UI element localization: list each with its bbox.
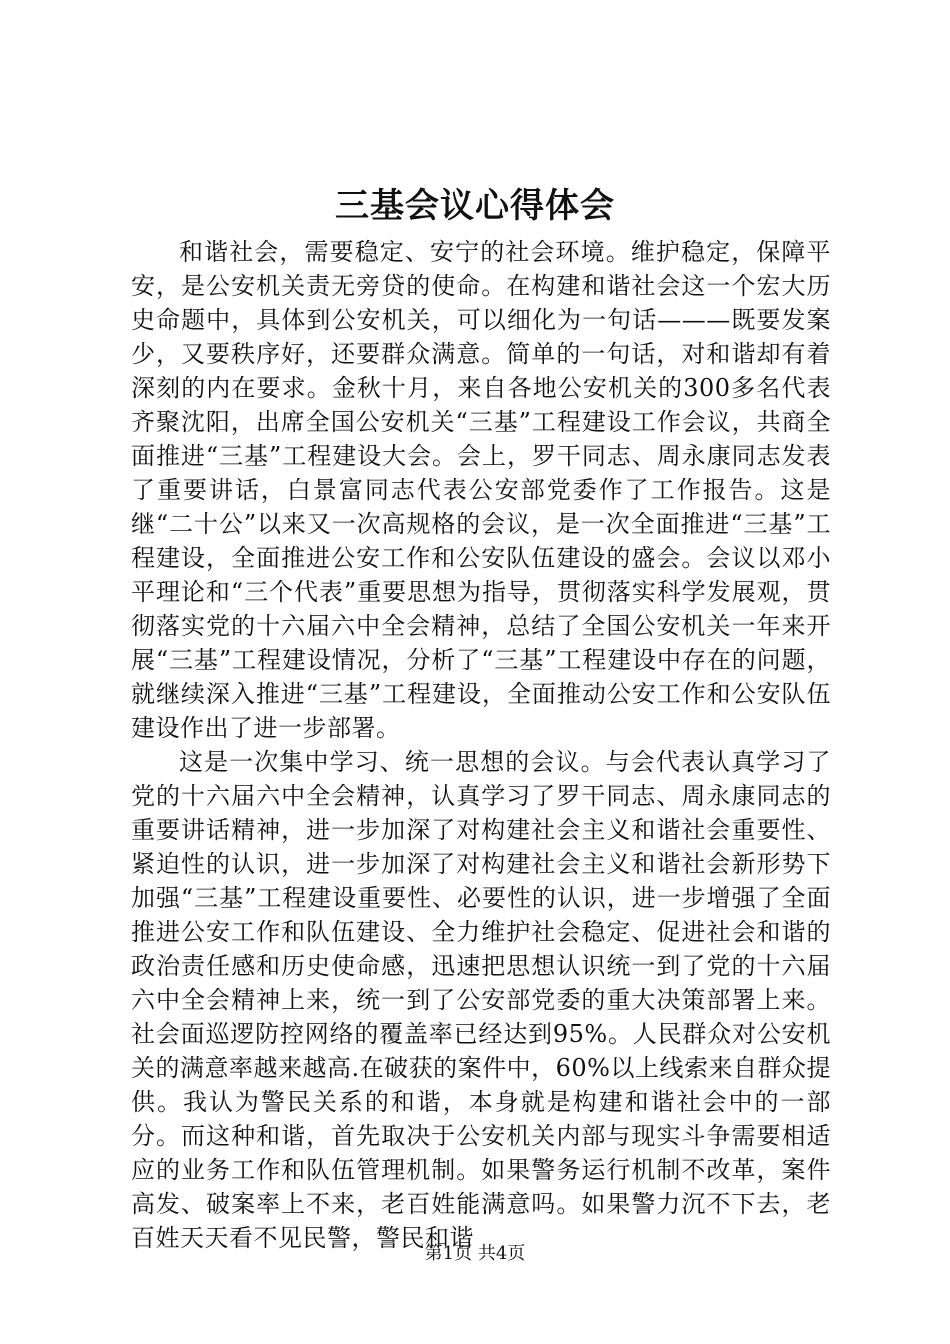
paragraph: 这是一次集中学习、统一思想的会议。与会代表认真学习了党的十六届六中全会精神，认真学习了罗干同志、周永康同志的重要讲话精神，进一步加深了对构建社会主义和谐社会重要性、紧迫性的认识，进一步加深了对构建社会主义和谐社会新形势下加强“三基”工程建设重要性、必要性的认识，进一步增强了全面推进公安工作和队伍建设、全力维护社会稳定、促进社会和谐的政治责任感和历史使命感，迅速把思想认识统一到了党的十六届六中全会精神上来，统一到了公安部党委的重大决策部署上来。社会面巡逻防控网络的覆盖率已经达到95%。人民群众对公安机关的满意率越来越高.在破获的案件中，60%以上线索来自群众提供。我认为警民关系的和谐，本身就是构建和谐社会中的一部分。而这种和谐，首先取决于公安机关内部与现实斗争需要相适应的业务工作和队伍管理机制。如果警务运行机制不改革，案件高发、破案率上不来，老百姓能满意吗。如果警力沉不下去，老百姓天天看不见民警，警民和谐 [131, 748, 831, 1252]
paragraph: 和谐社会，需要稳定、安宁的社会环境。维护稳定，保障平安，是公安机关责无旁贷的使命。在构建和谐社会这一个宏大历史命题中，具体到公安机关，可以细化为一句话———既要发案少，又要秩序好，还要群众满意。简单的一句话，对和谐却有着深刻的内在要求。金秋十月，来自各地公安机关的300多名代表齐聚沈阳，出席全国公安机关“三基”工程建设工作会议，共商全面推进“三基”工程建设大会。会上，罗干同志、周永康同志发表了重要讲话，白景富同志代表公安部党委作了工作报告。这是继“二十公”以来又一次高规格的会议，是一次全面推进“三基”工程建设，全面推进公安工作和公安队伍建设的盛会。会议以邓小平理论和“三个代表”重要思想为指导，贯彻落实科学发展观，贯彻落实党的十六届六中全会精神，总结了全国公安机关一年来开展“三基”工程建设情况，分析了“三基”工程建设中存在的问题，就继续深入推进“三基”工程建设，全面推动公安工作和公安队伍建设作出了进一步部署。 [131, 238, 831, 742]
page-number: 第1页 共4页 [424, 1243, 526, 1264]
document-title: 三基会议心得体会 [335, 186, 615, 226]
document-body [131, 235, 831, 1255]
